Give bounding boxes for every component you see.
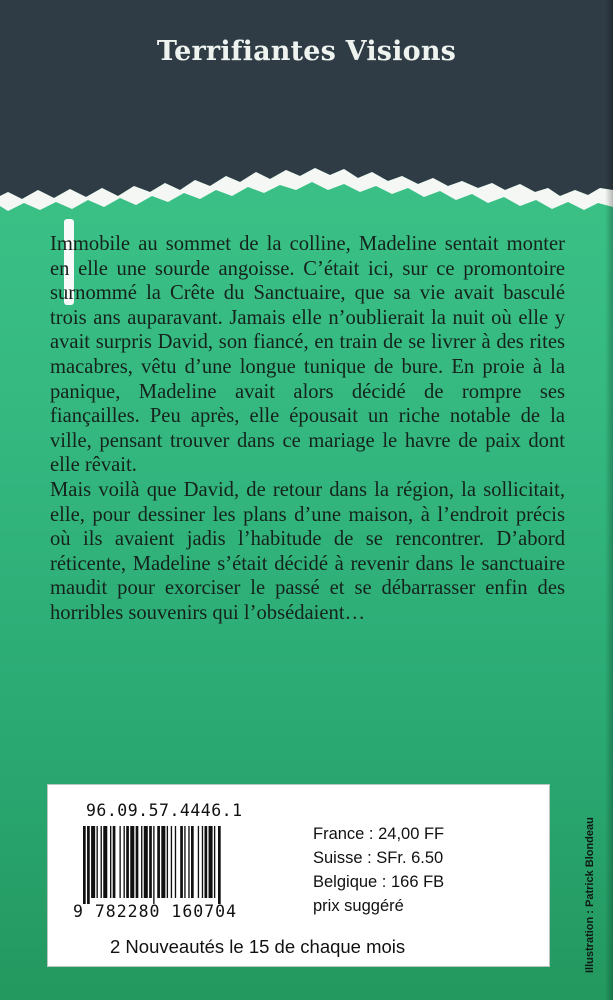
price-france: France : 24,00 FF	[313, 825, 445, 843]
price-belgique: Belgique : 166 FB	[313, 873, 445, 891]
price-suisse: Suisse : SFr. 6.50	[313, 849, 444, 867]
product-code: 96.09.57.4446.1	[86, 801, 243, 820]
price-list	[313, 822, 543, 918]
blurb-paragraph-1: Immobile au sommet de la colline, Madeline sentait monter en elle une sourde angoisse. C’était ici, sur ce promontoire surnommé la Crête du Sanctuaire, que sa vie avait basculé trois ans auparavant. Jamais elle n’oublierait la nuit où elle y avait surpris David, son fiancé, en train de se livrer à des rites macabres, vêtu d’une longue tunique de bure. En proie à la panique, Madeline avait alors décidé de rompre ses fiançailles. Peu après, elle épousait un riche notable de la ville, pensant trouver dans ce mariage le havre de paix dont elle rêvait.	[50, 233, 565, 477]
price-barcode-box	[47, 784, 550, 967]
price-note: prix suggéré	[313, 897, 404, 915]
illustration-credit-text: Illustration : Patrick Blondeau	[584, 817, 596, 973]
barcode-image	[83, 826, 283, 904]
blurb-paragraph-2: Mais voilà que David, de retour dans la région, la sollicitait, elle, pour dessiner les plans d’une maison, à l’endroit précis où ils avaient jadis l’habitude de se rencontrer. D’abord réticente, Madeline s’était décidé à revenir dans le sanctuaire maudit pour exorciser le passé et se débarrasser enfin des horribles souvenirs qui l’obsédaient…	[50, 478, 565, 624]
release-frequency-note: 2 Nouveautés le 15 de chaque mois	[110, 936, 406, 957]
isbn-number: 9 782280 160704	[73, 902, 238, 921]
book-title: Terrifiantes Visions	[156, 36, 457, 67]
cover-edge-shadow	[605, 0, 613, 1000]
torn-paper-header	[0, 0, 613, 215]
back-cover-blurb	[50, 232, 565, 626]
